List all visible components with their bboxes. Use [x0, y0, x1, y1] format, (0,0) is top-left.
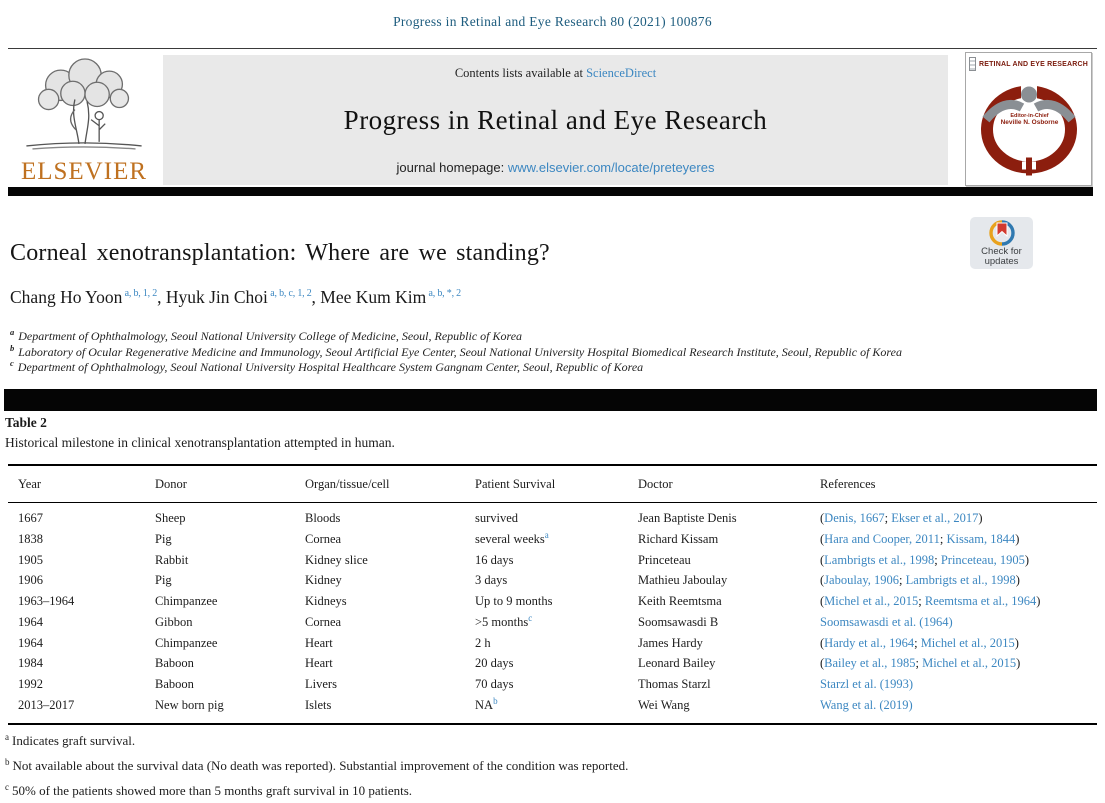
- reference-link[interactable]: Michel et al., 2015: [922, 656, 1017, 671]
- reference-text: (: [820, 594, 825, 609]
- cell-survival: [475, 570, 638, 591]
- cell-references: [820, 570, 1097, 591]
- journal-cover-thumbnail: [965, 52, 1092, 186]
- cell-organ: Kidney slice: [305, 552, 368, 567]
- section-divider-bar: [4, 389, 1097, 411]
- reference-text: (: [820, 635, 825, 650]
- column-header: Donor: [155, 465, 305, 503]
- banner-divider-bar: [8, 187, 1093, 196]
- reference-link[interactable]: Michel et al., 2015: [920, 635, 1015, 650]
- milestone-table: [8, 464, 1097, 725]
- cell-doctor: Princeteau: [638, 552, 691, 567]
- cell-survival: [475, 653, 638, 674]
- cell-doctor: Richard Kissam: [638, 531, 719, 546]
- table-row: [8, 591, 1097, 612]
- table-row: [8, 549, 1097, 570]
- survival-text: Up to 9 months: [475, 594, 553, 609]
- reference-text: ;: [918, 594, 925, 609]
- table-row: [8, 695, 1097, 724]
- cell-organ: Cornea: [305, 614, 342, 629]
- table-row: [8, 653, 1097, 674]
- reference-link[interactable]: Hara and Cooper, 2011: [824, 531, 940, 546]
- survival-text: 16 days: [475, 552, 514, 567]
- cell-references: [820, 591, 1097, 612]
- cell-year: 1964: [18, 614, 43, 629]
- affiliation-marker: a: [10, 327, 15, 337]
- footnote-line: [5, 728, 1100, 753]
- cell-year: 1905: [18, 552, 43, 567]
- author-affiliation-markers: a, b, 1, 2: [122, 288, 158, 300]
- author-name: Hyuk Jin Choi: [165, 287, 268, 307]
- affiliation-line: [10, 329, 950, 345]
- cover-editor-label: Editor-in-Chief: [1010, 113, 1049, 119]
- cell-organ: Islets: [305, 698, 332, 713]
- author-name: Mee Kum Kim: [320, 287, 427, 307]
- crossmark-icon: [989, 220, 1015, 246]
- reference-link[interactable]: Denis, 1667: [824, 511, 885, 525]
- reference-link[interactable]: Bailey et al., 1985: [824, 656, 916, 671]
- reference-text: ): [1016, 656, 1021, 671]
- reference-link[interactable]: Kissam, 1844: [946, 531, 1016, 546]
- cell-references: [820, 632, 1097, 653]
- reference-text: ;: [914, 635, 921, 650]
- reference-link[interactable]: Hardy et al., 1964: [824, 635, 915, 650]
- reference-link[interactable]: Reemtsma et al., 1964: [924, 594, 1037, 609]
- article-title: Corneal xenotransplantation: Where are we standing?: [10, 240, 550, 266]
- cell-references: [820, 549, 1097, 570]
- reference-link[interactable]: Lambrigts et al., 1998: [905, 573, 1016, 588]
- cell-organ: Heart: [305, 635, 333, 650]
- author-affiliation-markers: a, b, *, 2: [426, 288, 461, 300]
- cell-doctor: Thomas Starzl: [638, 677, 711, 692]
- table-footnotes: [5, 728, 1100, 803]
- table-caption: Historical milestone in clinical xenotransplantation attempted in human.: [5, 435, 395, 450]
- cell-donor: Pig: [155, 573, 172, 588]
- cell-references: [820, 653, 1097, 674]
- reference-text: ): [978, 511, 983, 525]
- table-row: [8, 528, 1097, 549]
- reference-text: (: [820, 511, 825, 525]
- column-header: References: [820, 465, 1097, 503]
- cell-year: 1963–1964: [18, 594, 75, 609]
- reference-text: ;: [884, 511, 892, 525]
- cell-references: [820, 503, 1097, 529]
- cell-year: 1667: [18, 511, 43, 525]
- reference-text: ): [1036, 594, 1041, 609]
- author-name: Chang Ho Yoon: [10, 287, 123, 307]
- cell-references: [820, 612, 1097, 633]
- cell-donor: Baboon: [155, 677, 194, 692]
- running-head-citation: Progress in Retinal and Eye Research 80 (2021) 100876: [393, 14, 712, 29]
- header-rule: [8, 48, 1097, 49]
- cover-eye-icon: [974, 75, 1085, 180]
- cell-references: [820, 695, 1097, 724]
- affiliation-line: [10, 342, 950, 361]
- cell-doctor: Jean Baptiste Denis: [638, 511, 737, 525]
- cell-year: 2013–2017: [18, 698, 75, 713]
- homepage-url-link[interactable]: www.elsevier.com/locate/preteyeres: [507, 160, 715, 175]
- footnote-text: Indicates graft survival.: [12, 733, 136, 748]
- survival-text: several weeks: [475, 531, 545, 546]
- reference-link[interactable]: Starzl et al. (1993): [820, 677, 914, 692]
- reference-text: ;: [915, 656, 923, 671]
- footnote-line: [5, 753, 1100, 778]
- author-separator: ,: [311, 287, 321, 307]
- footnote-line: [5, 778, 1100, 803]
- survival-text: 2 h: [475, 635, 491, 650]
- cell-organ: Kidneys: [305, 594, 347, 609]
- cover-editor-name: Neville N. Osborne: [1000, 119, 1059, 126]
- cell-organ: Bloods: [305, 511, 341, 525]
- column-header: Year: [8, 465, 155, 503]
- reference-text: ): [1015, 573, 1020, 588]
- elsevier-wordmark: ELSEVIER: [20, 158, 148, 185]
- column-header: Patient Survival: [475, 465, 638, 503]
- cell-year: 1984: [18, 656, 43, 671]
- affiliation-marker: b: [10, 342, 15, 353]
- reference-link[interactable]: Ekser et al., 2017: [891, 511, 979, 525]
- cell-doctor: Keith Reemtsma: [638, 594, 722, 609]
- column-header: Doctor: [638, 465, 820, 503]
- table-row: [8, 674, 1097, 695]
- reference-text: ;: [939, 531, 947, 546]
- reference-link[interactable]: Lambrigts et al., 1998: [824, 552, 935, 567]
- elsevier-tree-icon: [15, 57, 153, 153]
- cell-references: [820, 674, 1097, 695]
- affiliation-line: [10, 360, 950, 376]
- cell-donor: New born pig: [155, 698, 224, 713]
- table-label: Table 2: [5, 415, 47, 430]
- survival-footnote-marker: c: [528, 612, 533, 623]
- cell-organ: Kidney: [305, 573, 342, 588]
- cover-editor-block: [966, 113, 1093, 126]
- survival-text: 70 days: [475, 677, 514, 692]
- survival-text: 3 days: [475, 573, 508, 588]
- reference-text: ): [1024, 552, 1030, 567]
- cell-year: 1992: [18, 677, 43, 692]
- affiliation-text: Department of Ophthalmology, Seoul National University Hospital Healthcare System Gangnam Center, Seoul, Republic of Korea: [14, 360, 644, 374]
- cell-donor: Rabbit: [155, 552, 189, 567]
- reference-link[interactable]: Michel et al., 2015: [824, 594, 919, 609]
- cell-doctor: Soomsawasdi B: [638, 614, 719, 629]
- cell-organ: Heart: [305, 656, 333, 671]
- cell-year: 1906: [18, 573, 43, 588]
- homepage-line: [397, 160, 715, 175]
- cell-organ: Livers: [305, 677, 337, 692]
- cell-donor: Baboon: [155, 656, 194, 671]
- cell-year: 1964: [18, 635, 43, 650]
- milestone-table-body: [8, 503, 1097, 725]
- cover-masthead: RETINAL AND EYE RESEARCH: [978, 61, 1088, 68]
- journal-banner: [163, 55, 948, 185]
- table-row: [8, 570, 1097, 591]
- reference-text: ): [1015, 531, 1020, 546]
- cell-survival: [475, 528, 638, 549]
- cell-organ: Cornea: [305, 531, 342, 546]
- reference-text: ;: [899, 573, 906, 588]
- table-row: [8, 632, 1097, 653]
- cell-survival: [475, 612, 638, 633]
- check-badge-text: Check for updates: [981, 245, 1022, 267]
- cell-year: 1838: [18, 531, 43, 546]
- affiliation-text: Department of Ophthalmology, Seoul National University College of Medicine, Seoul, Republic of Korea: [15, 329, 523, 343]
- reference-text: (: [820, 573, 825, 588]
- cell-references: [820, 528, 1097, 549]
- cell-survival: [475, 695, 638, 724]
- affiliations: [10, 329, 950, 376]
- survival-text: >5 months: [475, 614, 529, 629]
- author-affiliation-markers: a, b, c, 1, 2: [267, 288, 312, 300]
- cell-donor: Gibbon: [155, 614, 193, 629]
- reference-link[interactable]: Soomsawasdi et al. (1964): [820, 614, 953, 629]
- cell-survival: [475, 674, 638, 695]
- table-row: [8, 612, 1097, 633]
- survival-footnote-marker: b: [493, 695, 498, 706]
- homepage-prefix: journal homepage:: [396, 160, 508, 175]
- survival-text: NA: [475, 698, 494, 713]
- survival-text: 20 days: [475, 656, 514, 671]
- affiliation-marker: c: [10, 358, 14, 368]
- reference-text: (: [820, 656, 825, 671]
- contents-line: [455, 66, 656, 81]
- footnote-marker: b: [5, 756, 10, 767]
- cell-doctor: Mathieu Jaboulay: [638, 573, 728, 588]
- reference-link[interactable]: Jaboulay, 1906: [824, 573, 900, 588]
- table-header-row: [8, 465, 1097, 503]
- footnote-marker: a: [5, 731, 9, 742]
- table-row: [8, 503, 1097, 529]
- reference-text: (: [820, 531, 825, 546]
- authors-line: [10, 287, 461, 308]
- cell-survival: [475, 549, 638, 570]
- column-header: Organ/tissue/cell: [305, 465, 475, 503]
- footnote-marker: c: [5, 781, 9, 792]
- cover-mini-logo-icon: [969, 57, 976, 71]
- elsevier-logo: [8, 57, 160, 185]
- survival-text: survived: [475, 511, 519, 525]
- author-separator: ,: [157, 287, 166, 307]
- survival-footnote-marker: a: [544, 529, 549, 540]
- cell-doctor: Leonard Bailey: [638, 656, 716, 671]
- cell-survival: [475, 591, 638, 612]
- cell-donor: Chimpanzee: [155, 594, 218, 609]
- reference-text: ;: [934, 552, 941, 567]
- cell-donor: Chimpanzee: [155, 635, 218, 650]
- sciencedirect-link[interactable]: ScienceDirect: [586, 66, 657, 80]
- reference-text: (: [820, 552, 825, 567]
- cell-donor: Pig: [155, 531, 172, 546]
- cell-survival: [475, 632, 638, 653]
- reference-link[interactable]: Princeteau, 1905: [940, 552, 1025, 567]
- cell-donor: Sheep: [155, 511, 186, 525]
- footnote-text: 50% of the patients showed more than 5 months graft survival in 10 patients.: [12, 783, 413, 798]
- cell-doctor: Wei Wang: [638, 698, 690, 713]
- cell-doctor: James Hardy: [638, 635, 703, 650]
- journal-title: Progress in Retinal and Eye Research: [343, 105, 768, 135]
- cell-survival: [475, 503, 638, 529]
- check-for-updates-badge[interactable]: [970, 217, 1033, 269]
- contents-prefix: Contents lists available at: [454, 66, 587, 80]
- reference-text: ): [1014, 635, 1019, 650]
- footnote-text: Not available about the survival data (No death was reported). Substantial improvement of the condition was reported.: [12, 758, 629, 773]
- affiliation-text: Laboratory of Ocular Regenerative Medicine and Immunology, Seoul Artificial Eye Center, Seoul National University Hospital Biomedical Research Institute, Seoul, Republic of Korea: [15, 344, 902, 359]
- reference-link[interactable]: Wang et al. (2019): [820, 698, 913, 713]
